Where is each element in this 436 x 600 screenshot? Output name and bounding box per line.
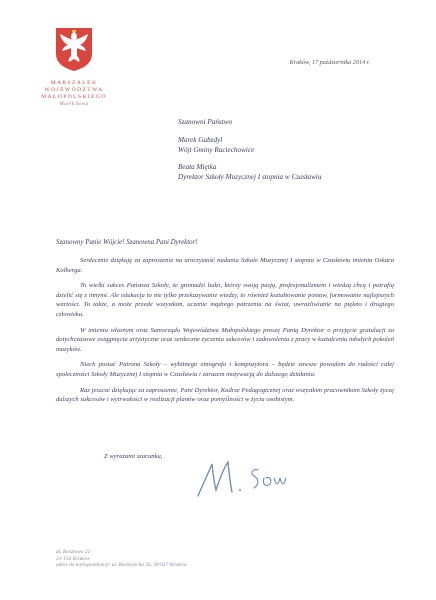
paragraph-3: W imieniu własnym oraz Samorządu Województwa Małopolskiego proszę Panią Dyrektor o przyjęcie gratulacji za dotychczasowe osiągnięcia artystyczne oraz serdeczne życzenia sukcesów i zadowolenia z pracy w kształceniu młodych pokoleń muzyków.	[56, 326, 394, 353]
office-name	[36, 80, 112, 108]
recipient-2-name: Beata Miętka	[178, 163, 217, 171]
paragraph-1: Serdecznie dziękuję za zaproszenie na uroczystość nadania Szkole Muzycznej I stopnia w Czasławiu imienia Oskara Kolberga.	[56, 257, 394, 274]
signature	[186, 456, 294, 500]
recipient-2-title: Dyrektor Szkoły Muzycznej I stopnia w Czasławiu	[178, 173, 322, 181]
office-line-2: WOJEWÓDZTWA	[44, 87, 104, 93]
office-line-1: MARSZAŁEK	[50, 80, 98, 86]
recipients-greeting: Szanowni Państwo	[178, 118, 233, 126]
closing: Z wyrazami szacunku,	[104, 453, 163, 460]
letter-date: Kraków, 17 października 2014 r.	[289, 59, 370, 66]
footer-line-3: adres do korespondencji: ul. Racławicka 56, 30-017 Kraków	[56, 562, 187, 569]
salutation: Szanowny Panie Wójcie! Szanowna Pani Dyrektor!	[56, 239, 198, 246]
footer-line-2: 31-156 Kraków	[56, 555, 90, 562]
footer-line-1: ul. Basztowa 22	[56, 549, 91, 555]
office-line-3: MAŁOPOLSKIEGO	[41, 94, 107, 100]
eagle-emblem-icon	[54, 26, 94, 72]
office-person: Marek Sowa	[59, 102, 89, 107]
paragraph-4: Niech postać Patrona Szkoły – wybitnego etnografa i kompozytora – będzie zawsze powodem do radości całej społeczności Szkoły Muzycznej I stopnia w Czasławiu i zarazem motywacją do dalszego działania.	[56, 361, 394, 378]
paragraph-5: Raz jeszcze dziękując za zaproszenie, Pani Dyrektor, Kadrze Pedagogicznej oraz wszystkim pracownikom Szkoły życzę dalszych sukcesów i wytrwałości w realizacji planów oraz pomyślności w życiu osobistym.	[56, 386, 394, 404]
recipient-1-title: Wójt Gminy Raciechowice	[178, 146, 255, 154]
footer-address	[56, 549, 187, 569]
recipient-1-name: Marek Gabzdyl	[178, 136, 223, 144]
letter-body	[56, 256, 394, 411]
paragraph-2: To wielki sukces Państwa Szkoły, że gromadzi ludzi, którzy swoją pasją, profesjonalizmem i wiedzą chcą i potrafią dzielić się z innymi. Ale edukacja to nie tylko przekazywanie wiedzy, to również kształtowanie postaw, formowanie najlepszych wartości. To także, a może przede wszystkim, uczenie mądrego patrzenia na świat, uwrażliwianie na piękno i drugiego człowieka.	[56, 282, 394, 318]
